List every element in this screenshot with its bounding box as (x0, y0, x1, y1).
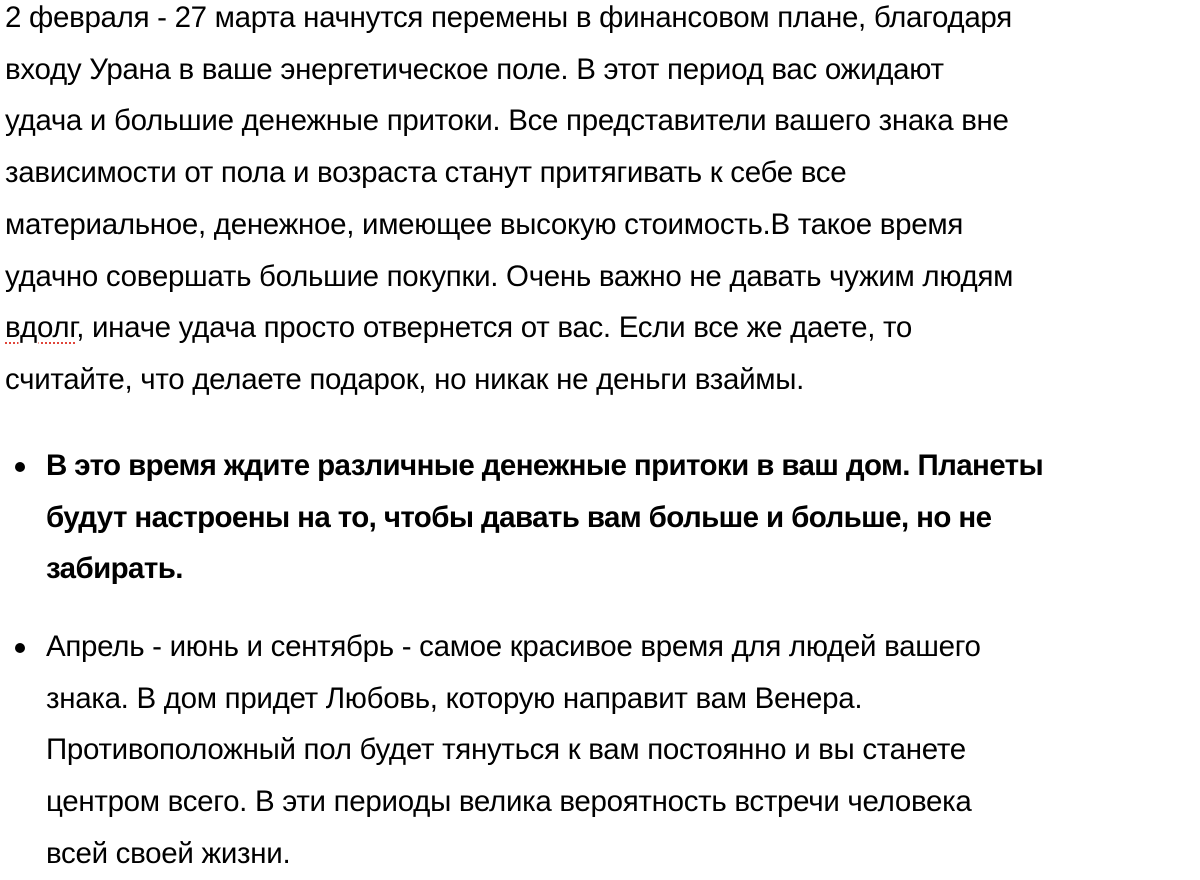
paragraph-line-rest: , иначе удача просто отвернется от вас. Если все же даете, то (76, 311, 913, 345)
paragraph-line: входу Урана в ваше энергетическое поле. В этот период вас ожидают (5, 52, 944, 86)
paragraph-line: удача и большие денежные притоки. Все представители вашего знака вне (5, 104, 1009, 138)
bullet-line: Апрель - июнь и сентябрь - самое красивое время для людей вашего (46, 630, 981, 663)
paragraph-line: удачно совершать большие покупки. Очень важно не давать чужим людям (5, 259, 1014, 293)
intro-paragraph (5, 0, 1195, 406)
bullet-line: центром всего. В эти периоды велика вероятность встречи человека (46, 785, 972, 819)
paragraph-line (5, 302, 1195, 354)
bullet-line: забирать. (46, 552, 183, 586)
bullet-dot-icon (15, 643, 25, 653)
paragraph-line: зависимости от пола и возраста станут притягивать к себе все (5, 156, 847, 190)
paragraph-line: считайте, что делаете подарок, но никак не деньги взаймы. (5, 362, 805, 396)
paragraph-line: 2 февраля - 27 марта начнутся перемены в финансовом плане, благодаря (5, 1, 1012, 34)
bullet-line: знака. В дом придет Любовь, которую направит вам Венера. (46, 681, 863, 715)
bullet-line: Противоположный пол будет тянуться к вам постоянно и вы станете (46, 733, 966, 767)
bullet-dot-icon (15, 462, 25, 472)
article-body (5, 0, 1195, 406)
bullet-line: всей своей жизни. (46, 836, 291, 870)
bullet-text (46, 440, 1043, 595)
bullet-line: В это время ждите различные денежные притоки в ваш дом. Планеты (46, 449, 1044, 482)
spellcheck-flagged-word[interactable]: вдолг (5, 311, 77, 345)
paragraph-line: материальное, денежное, имеющее высокую стоимость.В такое время (5, 207, 964, 241)
bullet-line: будут настроены на то, чтобы давать вам больше и больше, но не (46, 500, 992, 534)
bullet-text (46, 621, 981, 880)
